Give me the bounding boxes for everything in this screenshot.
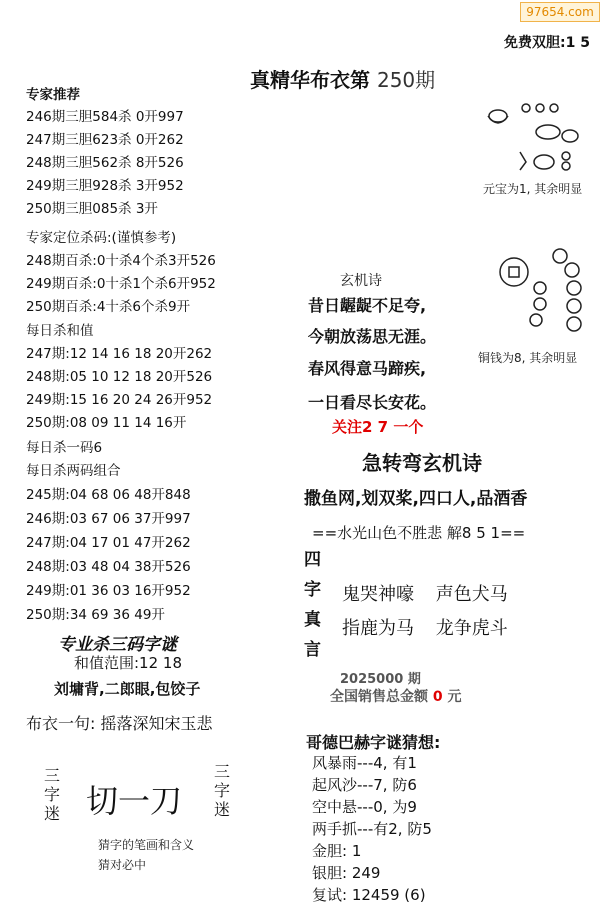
four-char-glyph: 真 [304, 610, 321, 630]
riddle3-heading: 专业杀三码字谜 [58, 635, 177, 655]
riddle3-answer: 刘墉背,二郎眼,包饺子 [54, 680, 201, 698]
two-code-line: 249期:01 36 03 16开952 [26, 583, 191, 599]
yuanbao-picture [480, 96, 590, 176]
zimi-left-label: 三字迷 [43, 766, 60, 823]
riddle3-range: 和值范围:12 18 [74, 654, 182, 672]
sum-kill-line: 250期:08 09 11 14 16开 [26, 415, 187, 431]
godbach-line: 银胆: 249 [312, 864, 381, 882]
turn-line1: 撒鱼网,划双桨,四口人,品酒香 [304, 489, 528, 509]
four-char-glyph: 言 [304, 640, 321, 660]
two-code-line: 246期:03 67 06 37开997 [26, 511, 191, 527]
sum-kill-line: 247期:12 14 16 18 20开262 [26, 346, 213, 362]
site-watermark: 97654.com [520, 2, 600, 22]
sales-unit: 元 [447, 689, 462, 705]
sales-amount: 0 [432, 689, 443, 705]
godbach-line: 两手抓---有2, 防5 [312, 820, 432, 838]
four-char-phrase: 龙争虎斗 [435, 618, 508, 639]
four-char-row1 [342, 580, 508, 606]
four-char-phrase: 声色犬马 [435, 584, 508, 605]
two-code-heading: 每日杀两码组合 [26, 463, 121, 479]
xuanji-line: 昔日龌龊不足夸, [308, 296, 427, 315]
xuanji-line: 一日看尽长安花。 [308, 393, 437, 412]
two-code-line: 248期:03 48 04 38开526 [26, 559, 191, 575]
one-code-label: 每日杀一码6 [26, 440, 103, 456]
four-char-glyph: 四 [304, 550, 321, 570]
turn-line2: ==水光山色不胜悲 解8 5 1== [312, 524, 526, 542]
coin-picture [490, 242, 590, 342]
yuanbao-caption: 元宝为1, 其余明显 [483, 182, 583, 196]
attention-label: 关注2 7 一个 [332, 418, 424, 436]
expert-line: 250期三胆085杀 3开 [26, 201, 158, 217]
expert-line: 247期三胆623杀 0开262 [26, 132, 184, 148]
coin-caption: 铜钱为8, 其余明显 [478, 351, 578, 365]
expert-heading: 专家推荐 [26, 87, 80, 103]
title-number: 250期 [376, 68, 436, 92]
sales-period: 2025000 期 [340, 672, 421, 687]
position-kill-line: 248期百杀:0十杀4个杀3开526 [26, 253, 216, 269]
four-char-phrase: 指鹿为马 [342, 618, 414, 639]
four-char-row2 [342, 614, 508, 640]
xuanji-line: 今朝放荡思无涯。 [308, 327, 437, 346]
xuanji-heading: 玄机诗 [340, 273, 382, 289]
page-title [250, 64, 435, 93]
zimi-right-label: 三字迷 [213, 762, 230, 819]
turn-heading: 急转弯玄机诗 [362, 451, 482, 475]
four-char-glyph: 字 [304, 580, 321, 600]
expert-line: 248期三胆562杀 8开526 [26, 155, 184, 171]
sum-kill-line: 248期:05 10 12 18 20开526 [26, 369, 213, 385]
sales-total [330, 686, 462, 706]
buyi-line: 布衣一句: 摇落深知宋玉悲 [26, 714, 213, 733]
sales-label: 全国销售总金额 [330, 689, 428, 705]
four-char-vertical [304, 545, 321, 665]
free-pair-label: 免费双胆:1 5 [504, 35, 590, 51]
xuanji-line: 春风得意马蹄疾, [308, 359, 427, 378]
hint-line: 猜字的笔画和含义 [98, 838, 195, 852]
expert-line: 249期三胆928杀 3开952 [26, 178, 184, 194]
position-kill-line: 249期百杀:0十杀1个杀6开952 [26, 276, 216, 292]
two-code-line: 247期:04 17 01 47开262 [26, 535, 191, 551]
sum-kill-heading: 每日杀和值 [26, 323, 94, 339]
hint-line: 猜对必中 [98, 858, 147, 872]
big-word: 切一刀 [86, 782, 183, 820]
title-text: 真精华布衣第 [250, 68, 370, 92]
godbach-line: 空中悬---0, 为9 [312, 798, 417, 816]
godbach-line: 复试: 12459 (6) [312, 886, 426, 904]
position-kill-line: 250期百杀:4十杀6个杀9开 [26, 299, 191, 315]
godbach-line: 起风沙---7, 防6 [312, 776, 417, 794]
four-char-phrase: 鬼哭神嚎 [342, 584, 414, 605]
godbach-line: 金胆: 1 [312, 842, 362, 860]
godbach-heading: 哥德巴赫字谜猜想: [306, 733, 441, 752]
two-code-line: 250期:34 69 36 49开 [26, 607, 165, 623]
two-code-line: 245期:04 68 06 48开848 [26, 487, 191, 503]
sum-kill-line: 249期:15 16 20 24 26开952 [26, 392, 213, 408]
position-kill-heading: 专家定位杀码:(谨慎参考) [26, 230, 177, 246]
godbach-line: 风暴雨---4, 有1 [312, 754, 417, 772]
expert-line: 246期三胆584杀 0开997 [26, 109, 184, 125]
